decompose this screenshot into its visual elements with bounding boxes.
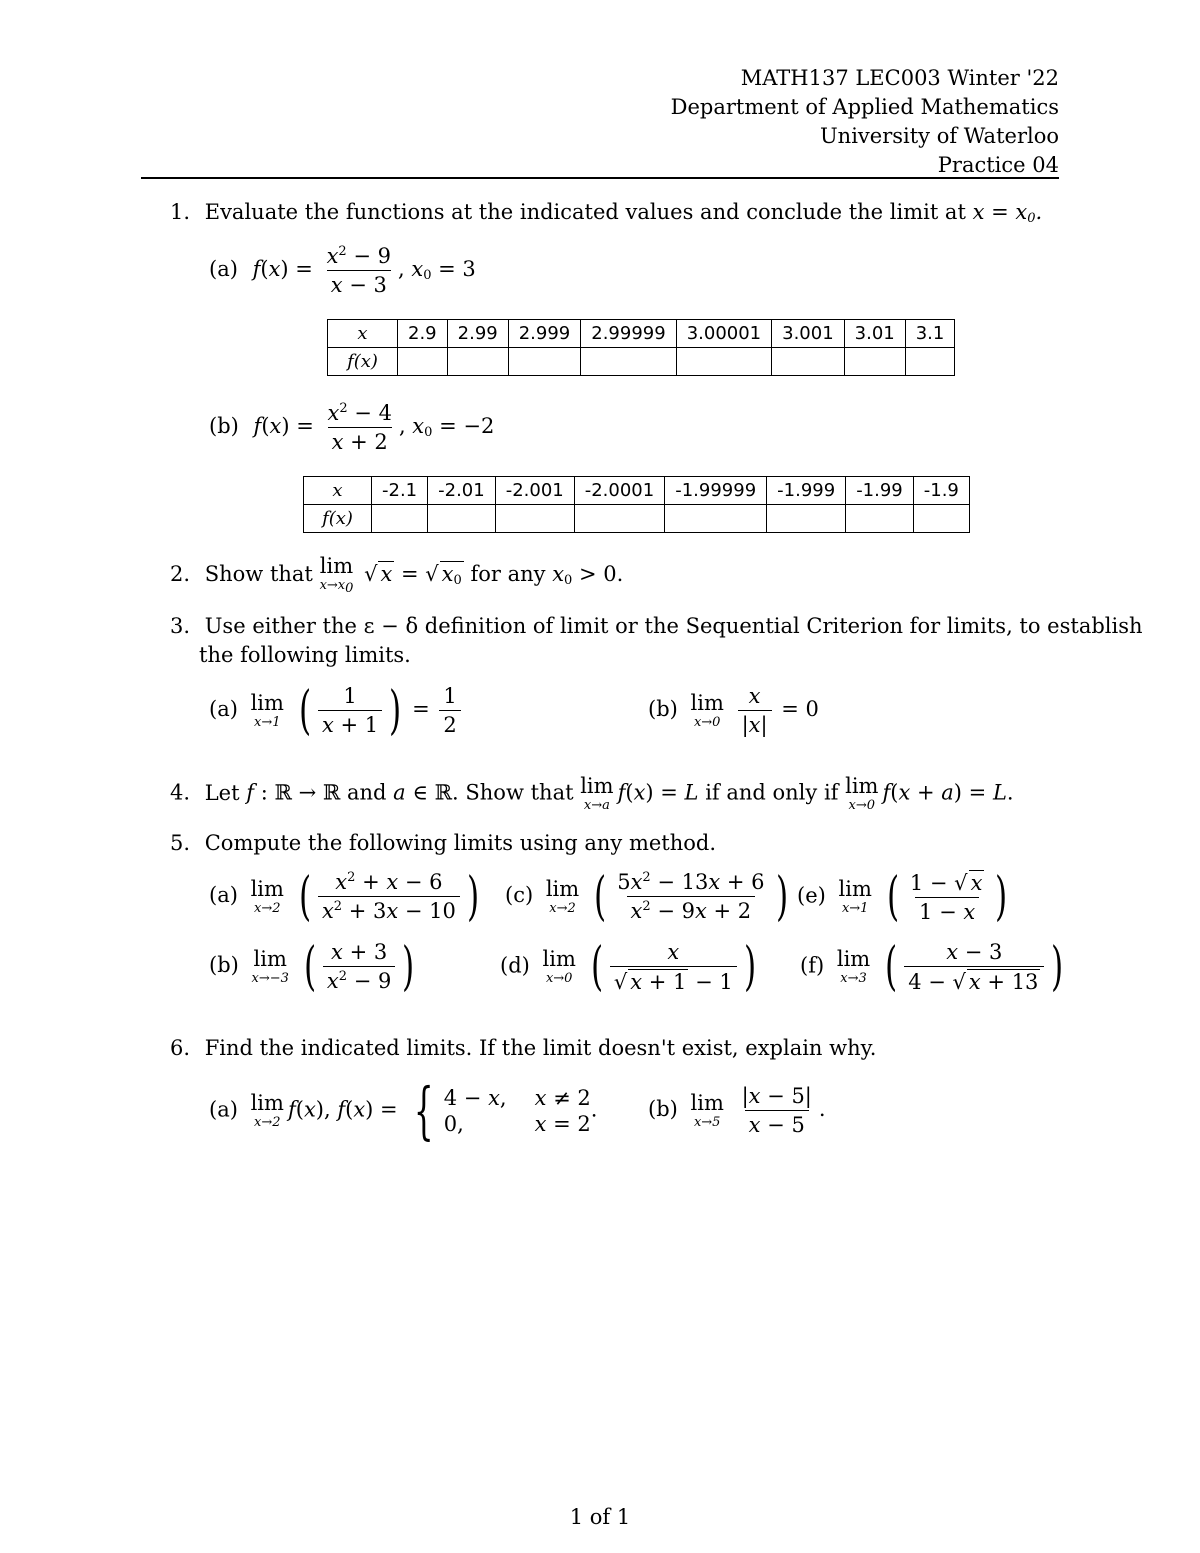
q1b-x-cell: -1.9 xyxy=(913,477,969,505)
q4-t2: and xyxy=(346,780,387,805)
q1a-f-row xyxy=(328,348,955,376)
q5d-label: (d) xyxy=(500,953,530,978)
q5-statement xyxy=(170,831,716,855)
q2-statement: 2. Show that lim $x\to x_0$ √ x = √ $x_0$ for any $x_0 > 0$. xyxy=(170,554,624,596)
q1b-x-cell: -2.0001 xyxy=(574,477,664,505)
q5c-expr: (c) lim x→2 ( $\frac{5x^2 - 13x + 6}{x^2 - 9x + 2}$ ) xyxy=(505,866,788,927)
q1a-f-cell xyxy=(508,348,581,376)
q1a-x-row xyxy=(328,320,955,348)
q6-number: 6. xyxy=(170,1036,191,1060)
department-line: Department of Applied Mathematics xyxy=(670,95,1059,119)
q1a-x-cell: 3.1 xyxy=(905,320,955,348)
q3b-label: (b) xyxy=(648,697,678,721)
page-number: 1 of 1 xyxy=(569,1505,631,1529)
q1a-f-cell xyxy=(844,348,905,376)
q2-text-a: Show that xyxy=(204,562,313,586)
q4-statement: 4. Let f : ℝ → ℝ and a ∈ ℝ. Show that lim x→a f(x) = L if and only if lim x→0 f(x + a) = L. xyxy=(170,774,1014,813)
q1a-f-cell xyxy=(447,348,508,376)
q1b-x-cell: -2.1 xyxy=(372,477,428,505)
q1b-table xyxy=(303,476,970,533)
q1a-x-cell: 2.99 xyxy=(447,320,508,348)
q5-text: Compute the following limits using any method. xyxy=(204,831,717,855)
q1-statement xyxy=(170,200,1042,226)
q3b-expr: (b) lim x→0 $\frac{x}{|x|}$ = 0 xyxy=(648,684,819,737)
q1a-fraction: $\frac{x^2 - 9}{x - 3}$ xyxy=(326,244,391,297)
q5a-expr: (a) lim x→2 ( $\frac{x^2 + x - 6}{x^2 + 3x - 10}$ ) xyxy=(209,866,480,927)
q1b-x-cell: -1.999 xyxy=(767,477,846,505)
q5b-label: (b) xyxy=(209,953,239,977)
q1a-x-cell: 3.001 xyxy=(772,320,845,348)
q2-number: 2. xyxy=(170,562,191,586)
q5e-expr: (e) lim x→1 ( $\frac{1 - √ x}{1 - x}$ ) xyxy=(797,867,1008,927)
q1-number: 1. xyxy=(170,200,191,224)
q1b-function: (b) f(x) = $\frac{x^2 - 4}{x + 2}$ , $x_0 = -2$ xyxy=(209,401,495,454)
q6b-label: (b) xyxy=(648,1097,678,1121)
q5d-expr: (d) lim x→0 ( $\frac{x}{√ x + 1 - 1}$ ) xyxy=(500,937,756,997)
q3-number: 3. xyxy=(170,614,191,638)
header-rule xyxy=(141,177,1059,179)
q1a-x-cell: 2.999 xyxy=(508,320,581,348)
q1b-x-header: x xyxy=(304,477,372,505)
q5a-label: (a) xyxy=(209,883,238,907)
q1a-x-cell: 3.00001 xyxy=(676,320,771,348)
q6-text: Find the indicated limits. If the limit doesn't exist, explain why. xyxy=(204,1036,877,1060)
q1a-x-cell: 3.01 xyxy=(844,320,905,348)
q1b-f-cell xyxy=(665,505,767,533)
q5f-label: (f) xyxy=(800,953,825,978)
q6-statement xyxy=(170,1036,876,1060)
q1a-f-cell xyxy=(581,348,676,376)
q1b-f-cell xyxy=(372,505,428,533)
q4-t4: if and only if xyxy=(705,780,839,805)
q1b-f-cell xyxy=(846,505,914,533)
q3-line2: the following limits. xyxy=(199,643,411,667)
q1b-x-row xyxy=(304,477,970,505)
q4-t1: Let xyxy=(204,780,240,805)
q1b-f-cell xyxy=(428,505,496,533)
q1b-fraction: $\frac{x^2 - 4}{x + 2}$ xyxy=(327,401,392,454)
q1a-function: (a) f(x) = $\frac{x^2 - 9}{x - 3}$ , $x_0 = 3$ xyxy=(209,244,476,297)
practice-title: Practice 04 xyxy=(937,153,1059,177)
q1a-table xyxy=(327,319,955,376)
q1b-f-cell xyxy=(913,505,969,533)
q1b-x-cell: -1.99999 xyxy=(665,477,767,505)
q1b-x-cell: -1.99 xyxy=(846,477,914,505)
q6a-expr: (a) lim x→2 f(x), f(x) = { 4 − x, x ≠ 2 0, x = 2 . xyxy=(209,1074,598,1147)
q3-line1: Use either the ε − δ definition of limit or the Sequential Criterion for limits, to establish xyxy=(204,614,1143,638)
course-line: MATH137 LEC003 Winter '22 xyxy=(740,66,1059,90)
q2-text-b: for any xyxy=(470,562,546,586)
q1b-x-cell: -2.01 xyxy=(428,477,496,505)
q1a-x-cell: 2.99999 xyxy=(581,320,676,348)
q1a-x-header: x xyxy=(328,320,398,348)
q6b-expr: (b) lim x→5 $\frac{|x - 5|}{x - 5}$ . xyxy=(648,1084,826,1137)
q1a-f-cell xyxy=(398,348,448,376)
q4-number: 4. xyxy=(170,780,191,805)
q1a-f-cell xyxy=(676,348,771,376)
q1a-f-cell xyxy=(772,348,845,376)
q3a-expr: (a) lim x→1 ( $\frac{1}{x + 1}$ ) = $\frac{1}{2}$ xyxy=(209,684,464,737)
q3a-label: (a) xyxy=(209,697,238,721)
q1a-x-cell: 2.9 xyxy=(398,320,448,348)
q1b-label: (b) xyxy=(209,414,239,438)
q5c-label: (c) xyxy=(505,883,534,907)
q1b-f-row xyxy=(304,505,970,533)
q6a-label: (a) xyxy=(209,1097,238,1122)
university-line: University of Waterloo xyxy=(819,124,1059,148)
q4-t3: . Show that xyxy=(452,780,574,805)
q1b-f-cell xyxy=(767,505,846,533)
q5b-expr: (b) lim x→−3 ( $\frac{x + 3}{x^2 - 9}$ ) xyxy=(209,936,415,997)
q1-point: $x = x_0$. xyxy=(972,200,1043,226)
header-block xyxy=(671,64,1059,180)
q1a-f-cell xyxy=(905,348,955,376)
q5f-expr: (f) lim x→3 ( $\frac{x - 3}{4 - √ x + 13}$ ) xyxy=(800,937,1064,997)
q1b-f-header: f(x) xyxy=(304,505,372,533)
q3-statement xyxy=(170,614,1143,638)
q1-text: Evaluate the functions at the indicated values and conclude the limit at xyxy=(204,200,966,224)
q5-number: 5. xyxy=(170,831,191,855)
q5e-label: (e) xyxy=(797,883,826,908)
q1b-x-cell: -2.001 xyxy=(495,477,574,505)
q1a-label: (a) xyxy=(209,257,238,281)
q1b-f-cell xyxy=(495,505,574,533)
q1a-f-header: f(x) xyxy=(328,348,398,376)
q1b-f-cell xyxy=(574,505,664,533)
